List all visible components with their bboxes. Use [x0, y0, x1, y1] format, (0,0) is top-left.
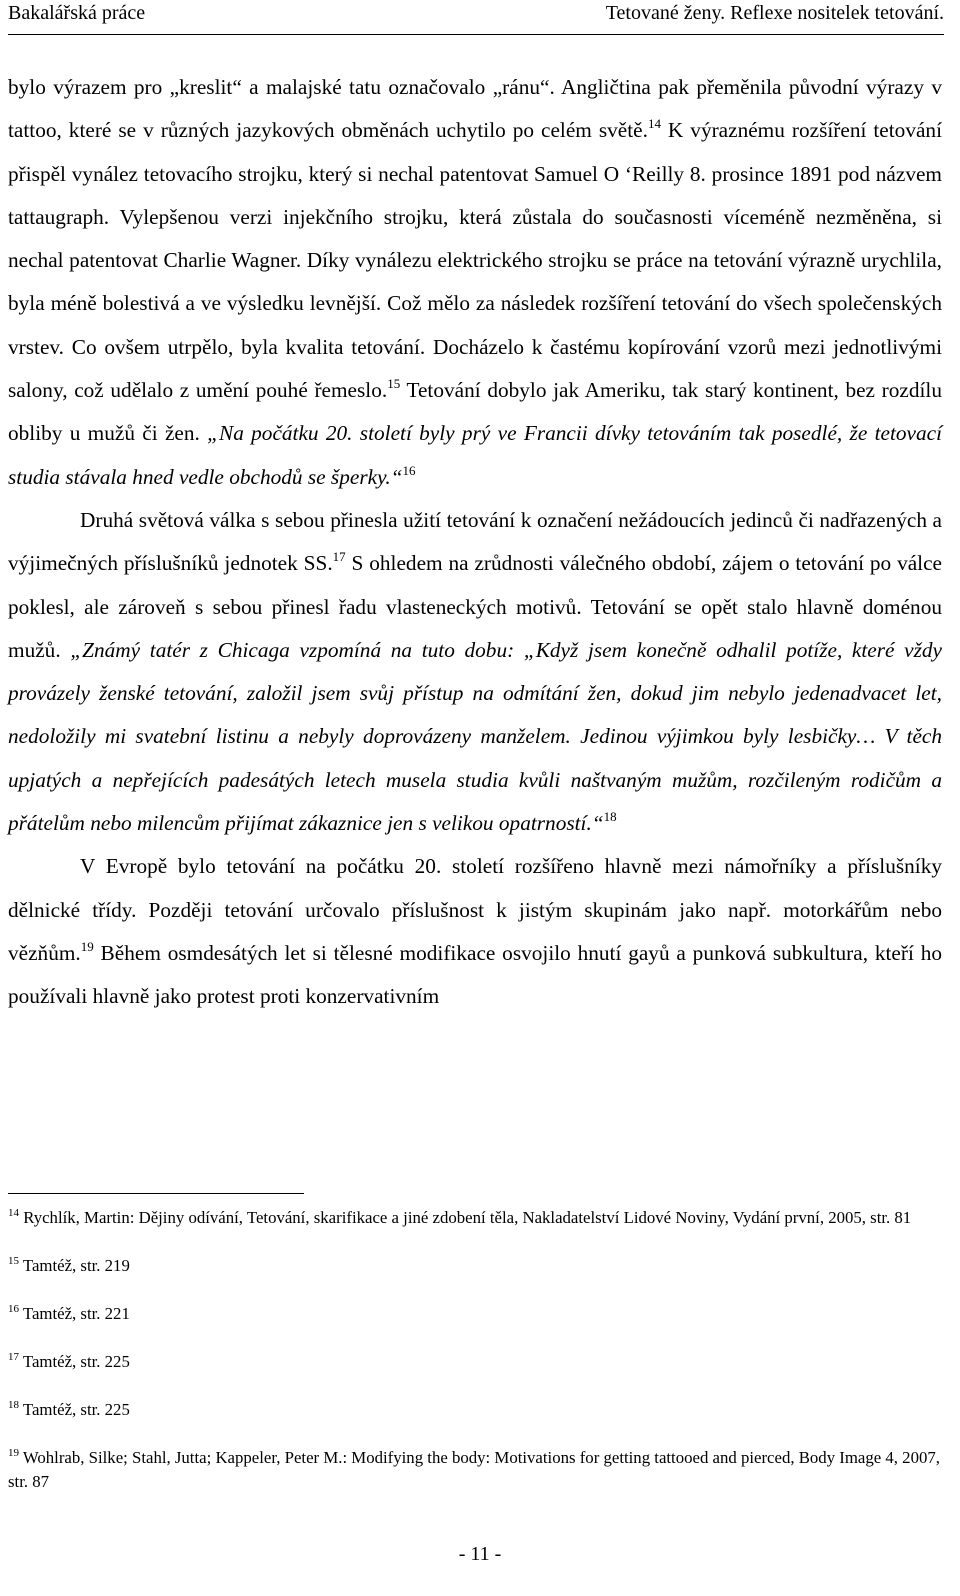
- running-header: [8, 0, 944, 35]
- text-run: V Evropě bylo tetování na počátku 20. století rozšířeno hlavně mezi námořníky a příslušníky dělnické třídy. Později tetování určovalo příslušnost k jistým skupinám jako např. motorkářům nebo vězňům.: [8, 854, 942, 965]
- footnote-text: Tamtéž, str. 225: [19, 1400, 130, 1419]
- footnote-text: Tamtéž, str. 225: [19, 1352, 130, 1371]
- footnote-text: Tamtéž, str. 221: [19, 1304, 130, 1323]
- footnote-number: 18: [8, 1399, 19, 1411]
- body-paragraph: [8, 499, 942, 845]
- footnote-number: 16: [8, 1303, 19, 1315]
- body-paragraph: [8, 845, 942, 1018]
- footnote-number: 14: [8, 1207, 19, 1219]
- page-number: - 11 -: [458, 1543, 502, 1565]
- text-run: S ohledem na zrůdnosti válečného období, zájem o tetování po válce poklesl, ale zároveň s sebou přinesl řadu vlasteneckých motivů. Tetování se opět stalo hlavně doménou mužů.: [8, 551, 942, 662]
- footnotes: [8, 1206, 942, 1518]
- footnote-reference: 16: [402, 462, 416, 478]
- footnote-text: Tamtéž, str. 219: [19, 1256, 130, 1275]
- footnote-reference: 19: [80, 938, 94, 954]
- footnote-item: [8, 1206, 942, 1230]
- header-thesis-title: Tetované ženy. Reflexe nositelek tetování.: [605, 2, 944, 24]
- header-thesis-type: Bakalářská práce: [8, 2, 146, 24]
- footnote-separator: [8, 1193, 304, 1194]
- footnote-number: 17: [8, 1351, 19, 1363]
- footnote-reference: 18: [603, 809, 617, 825]
- footnote-text: Rychlík, Martin: Dějiny odívání, Tetování, skarifikace a jiné zdobení těla, Nakladatelství Lidové Noviny, Vydání první, 2005, str. 81: [19, 1208, 912, 1227]
- footnote-item: [8, 1302, 942, 1326]
- italic-quote: „Na počátku 20. století byly prý ve Francii dívky tetováním tak posedlé, že tetovací studia stávala hned vedle obchodů se šperky.“: [8, 421, 942, 489]
- footnote-item: [8, 1398, 942, 1422]
- footnote-reference: 14: [647, 116, 661, 132]
- footnote-item: [8, 1350, 942, 1374]
- text-run: Druhá světová válka s sebou přinesla užití tetování k označení nežádoucích jedinců či nadřazených a výjimečných příslušníků jednotek SS.: [8, 507, 942, 576]
- footnote-reference: 17: [332, 549, 346, 565]
- text-run: Tetování dobylo jak Ameriku, tak starý kontinent, bez rozdílu obliby u mužů či žen.: [8, 378, 942, 446]
- text-run: bylo výrazem pro „kreslit“ a malajské tatu označovalo „ránu“. Angličtina pak přeměnila původní výrazy v tattoo, které se v různých jazykových obměnách uchytilo po celém světě.: [8, 75, 942, 143]
- body-paragraph: [8, 66, 942, 499]
- italic-quote: „Známý tatér z Chicaga vzpomíná na tuto dobu: „Když jsem konečně odhalil potíže, které vždy provázely ženské tetování, založil jsem svůj přístup na odmítání žen, dokud jim nebylo jedenadvacet let, nedoložily mi svatební listinu a nebyly doprovázeny manželem. Jedinou výjimkou byly lesbičky… V těch upjatých a nepřejících padesátých letech musela studia kvůli naštvaným mužům, rozčileným rodičům a přátelům nebo milencům přijímat zákaznice jen s velikou opatrností.“: [8, 637, 942, 836]
- footnote-text: Wohlrab, Silke; Stahl, Jutta; Kappeler, Peter M.: Modifying the body: Motivations for getting tattooed and pierced, Body Image 4, 2007, str. 87: [8, 1448, 940, 1491]
- footnote-number: 15: [8, 1255, 19, 1267]
- footnote-reference: 15: [387, 376, 401, 392]
- footnote-item: [8, 1446, 942, 1494]
- footnote-number: 19: [8, 1447, 19, 1459]
- text-run: Během osmdesátých let si tělesné modifikace osvojilo hnutí gayů a punková subkultura, kteří ho používali hlavně jako protest proti konzervativním: [8, 940, 942, 1009]
- footnote-item: [8, 1254, 942, 1278]
- main-text: [8, 66, 942, 1019]
- text-run: K výraznému rozšíření tetování přispěl vynález tetovacího strojku, který si nechal patentovat Samuel O ‘Reilly 8. prosince 1891 pod názvem tattaugraph. Vylepšenou verzi injekčního strojku, která zůstala do současnosti víceméně nezměněna, si nechal patentovat Charlie Wagner. Díky vynálezu elektrického strojku se práce na tetování výrazně urychlila, byla méně bolestivá a ve výsledku levnější. Což mělo za následek rozšíření tetování do všech společenských vrstev. Co ovšem utrpělo, byla kvalita tetování. Docházelo k častému kopírování vzorů mezi jednotlivými salony, což udělalo z umění pouhé řemeslo.: [8, 118, 942, 403]
